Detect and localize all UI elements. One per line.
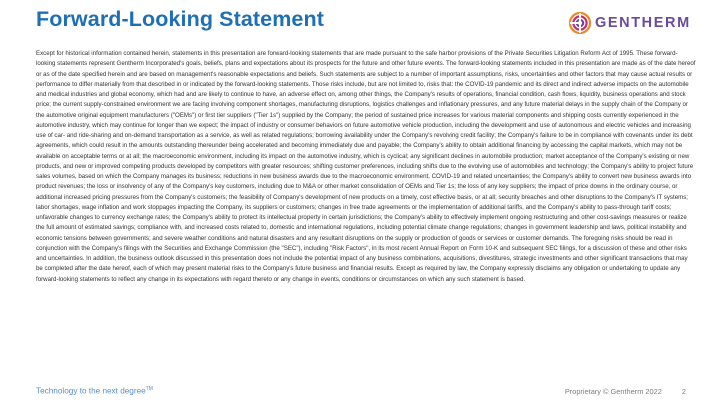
copyright-text: Proprietary © Gentherm 2022	[564, 387, 662, 396]
page-number: 2	[681, 387, 686, 396]
gentherm-logo	[569, 12, 691, 34]
tagline-text: Technology to the next degree	[36, 386, 146, 396]
gentherm-logo-mark-icon	[569, 12, 591, 34]
logo-wordmark: GENTHERM	[595, 15, 691, 31]
slide-title: Forward-Looking Statement	[36, 7, 324, 31]
forward-looking-statement-body: Except for historical information contained herein, statements in this presentation are forward-looking statements that are made pursuant to the safe harbor provisions of the Private Securities Litigation Reform Act of 1995. These forward-looking statements represent Gentherm Incorporated's goals, beliefs, plans and expectations about its prospects for the future and other future events. The forward-looking statements included in this presentation are made as of the date hereof or as of the date specified herein and are based on management's reasonable expectations and beliefs. Such statements are subject to a number of important assumptions, risks, uncertainties and other factors that may cause actual results or performance to differ materially from that described in or indicated by the forward-looking statements. Those risks include, but are not limited to, risks that: the COVID-19 pandemic and its direct and indirect adverse impacts on the automobile and medical industries and global economy, which had and are likely to continue to have, an adverse effect on, among other things, the Company's results of operations, financial condition, cash flows, liquidity, business operations and stock price; the current supply-constrained environment we are facing involving component shortages, manufacturing disruptions, logistics challenges and inflationary pressures, and any future material delays in the supply chain of the Company or the automotive original equipment manufacturers ("OEMs") or first tier suppliers ("Tier 1s") supplied by the Company; the period of sustained price increases for various material components and shipping costs currently experienced in the automotive industry, which may continue for longer than we expect; the impact of industry or consumer behaviors on future automotive vehicle production, including the development and use of autonomous and electric vehicles and increasing use of car- and ride-sharing and on-demand transportation as a service, as well as related regulations; borrowing availability under the Company's revolving credit facility; the Company's failure to be in compliance with covenants under its debt agreements, which could result in the amounts outstanding thereunder being accelerated and becoming immediately due and payable; the Company's ability to obtain additional financing by accessing the capital markets, which may not be available on acceptable terms or at all; the macroeconomic environment, including its impact on the automotive industry, which is cyclical; any significant declines in automobile production; market acceptance of the Company's existing or new products, and new or improved competing products developed by competitors with greater resources; shifting customer preferences, including shifts due to the evolving use of automobiles and technology; the Company's ability to project future sales volumes, based on which the Company manages its business; reductions in new business awards due to the macroeconomic environment, COVID-19 and related uncertainties; the Company's ability to convert new business awards into product revenues; the loss or insolvency of any of the Company's key customers, including due to M&A or other market consolidation of OEMs and Tier 1s; the loss of any key suppliers; the impact of price downs in the ordinary course, or additional increased pricing pressures from the Company's customers; the feasibility of Company's development of new products on a timely, cost effective basis, or at all; security breaches and other disruptions to the Company's IT systems; labor shortages, wage inflation and work stoppages impacting the Company, its suppliers or customers; changes in free trade agreements or the implementation of additional tariffs, and the Company's ability to pass-through tariff costs; unfavorable changes to currency exchange rates; the Company's ability to protect its intellectual property in certain jurisdictions; the Company's ability to effectively implement ongoing restructuring and other cost-savings measures or realize the full amount of estimated savings; compliance with, and increased costs related to, domestic and international regulations, including potential climate change regulations; changes in government leadership and laws, political instability and economic tensions between governments; and severe weather conditions and natural disasters and any resultant disruptions on the supply or production of goods or services or customer demands. The foregoing risks should be read in conjunction with the Company's filings with the Securities and Exchange Commission (the "SEC"), including "Risk Factors", in its most recent Annual Report on Form 10-K and subsequent SEC filings, for a discussion of these and other risks and uncertainties. In addition, the business outlook discussed in this presentation does not include the potential impact of any business combinations, acquisitions, divestitures, strategic investments and other significant transactions that may be completed after the date hereof, each of which may present material risks to the Company's future business and financial results. Except as required by law, the Company expressly disclaims any obligation or undertaking to update any forward-looking statements to reflect any change in its expectations with regard thereto or any change in events, conditions or circumstances on which any such statement is based.	[36, 50, 696, 283]
trademark-mark: TM	[145, 386, 153, 392]
footer-tagline	[36, 386, 153, 396]
footer-info	[565, 387, 686, 396]
